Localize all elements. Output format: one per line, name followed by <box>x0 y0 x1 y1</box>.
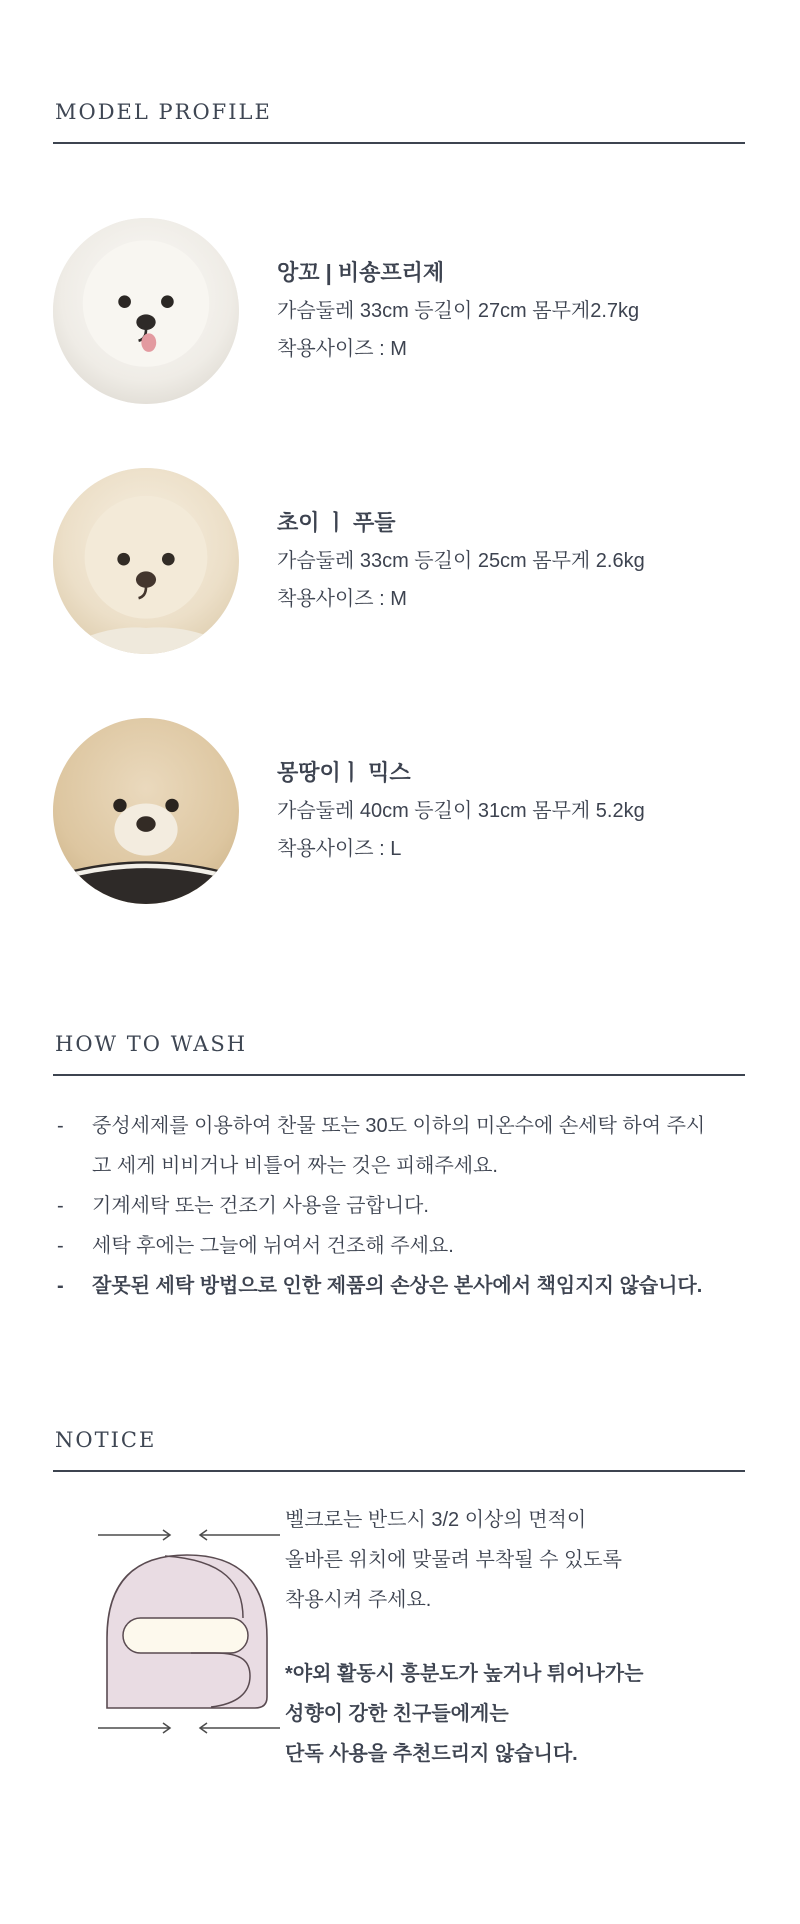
model-profile-text-2 <box>277 504 645 618</box>
notice-warning-line: 성향이 강한 친구들에게는 <box>285 1703 509 1725</box>
dog-photo-poodle <box>53 468 239 654</box>
wash-instruction-item-warning <box>57 1266 800 1306</box>
list-dash: - <box>57 1115 64 1137</box>
wash-instruction-text: 잘못된 세탁 방법으로 인한 제품의 손상은 본사에서 책임지지 않습니다. <box>92 1275 703 1297</box>
notice-title: NOTICE <box>55 1428 157 1452</box>
model-profile-text-3 <box>277 754 645 868</box>
dog-measurements: 가슴둘레 40cm 등길이 31cm 몸무게 5.2kg <box>277 800 645 822</box>
top-arrows <box>98 1530 280 1540</box>
velcro-garment-diagram <box>53 1500 285 1774</box>
bichon-face-illustration <box>53 218 239 404</box>
notice-warning-line: 단독 사용을 추천드리지 않습니다. <box>285 1743 578 1765</box>
wash-instruction-text: 중성세제를 이용하여 찬물 또는 30도 이하의 미온수에 손세탁 하여 주시고 세게 비비거나 비틀어 짜는 것은 피해주세요. <box>92 1115 706 1177</box>
notice-line: 올바른 위치에 맞물려 부착될 수 있도록 <box>285 1549 622 1571</box>
notice-line: 벨크로는 반드시 3/2 이상의 면적이 <box>285 1509 587 1531</box>
notice-warning-line: *야외 활동시 흥분도가 높거나 튀어나가는 <box>285 1663 644 1685</box>
notice-description <box>285 1500 643 1620</box>
wash-instruction-item <box>57 1186 800 1226</box>
model-profile-text-1 <box>277 254 639 368</box>
dog-name: 몽땅이ㅣ 믹스 <box>277 760 411 785</box>
dog-name: 초이 ㅣ 푸들 <box>277 510 396 535</box>
wash-instruction-list <box>57 1106 800 1306</box>
dog-size: 착용사이즈 : M <box>277 588 407 610</box>
wash-instruction-item <box>57 1226 800 1266</box>
notice-text-block <box>285 1500 643 1774</box>
dog-name: 앙꼬 | 비숑프리제 <box>277 260 445 285</box>
wash-instruction-item <box>57 1106 800 1186</box>
section-divider <box>53 1074 745 1076</box>
list-dash: - <box>57 1275 64 1297</box>
list-dash: - <box>57 1235 64 1257</box>
dog-photo-mix <box>53 718 239 904</box>
dog-measurements: 가슴둘레 33cm 등길이 27cm 몸무게2.7kg <box>277 300 640 322</box>
model-profile-list <box>0 218 800 904</box>
dog-measurements: 가슴둘레 33cm 등길이 25cm 몸무게 2.6kg <box>277 550 645 572</box>
list-dash: - <box>57 1195 64 1217</box>
how-to-wash-title: HOW TO WASH <box>55 1032 248 1056</box>
dog-size: 착용사이즈 : L <box>277 838 402 860</box>
dog-photo-bichon <box>53 218 239 404</box>
model-profile-row-1 <box>53 218 800 404</box>
section-divider <box>53 1470 745 1472</box>
notice-content <box>0 1500 800 1774</box>
model-profile-row-3 <box>53 718 800 904</box>
garment-velcro-illustration <box>53 1500 285 1755</box>
notice-line: 착용시켜 주세요. <box>285 1589 432 1611</box>
model-profile-title: MODEL PROFILE <box>55 100 272 124</box>
wash-instruction-text: 기계세탁 또는 건조기 사용을 금합니다. <box>92 1195 429 1217</box>
bottom-arrows <box>98 1723 280 1733</box>
poodle-face-illustration <box>53 468 239 654</box>
dog-size: 착용사이즈 : M <box>277 338 407 360</box>
section-divider <box>53 142 745 144</box>
wash-instruction-text: 세탁 후에는 그늘에 뉘여서 건조해 주세요. <box>92 1235 454 1257</box>
velcro-band <box>123 1618 248 1653</box>
notice-warning <box>285 1654 643 1774</box>
mix-dog-face-illustration <box>53 718 239 904</box>
model-profile-row-2 <box>53 468 800 654</box>
